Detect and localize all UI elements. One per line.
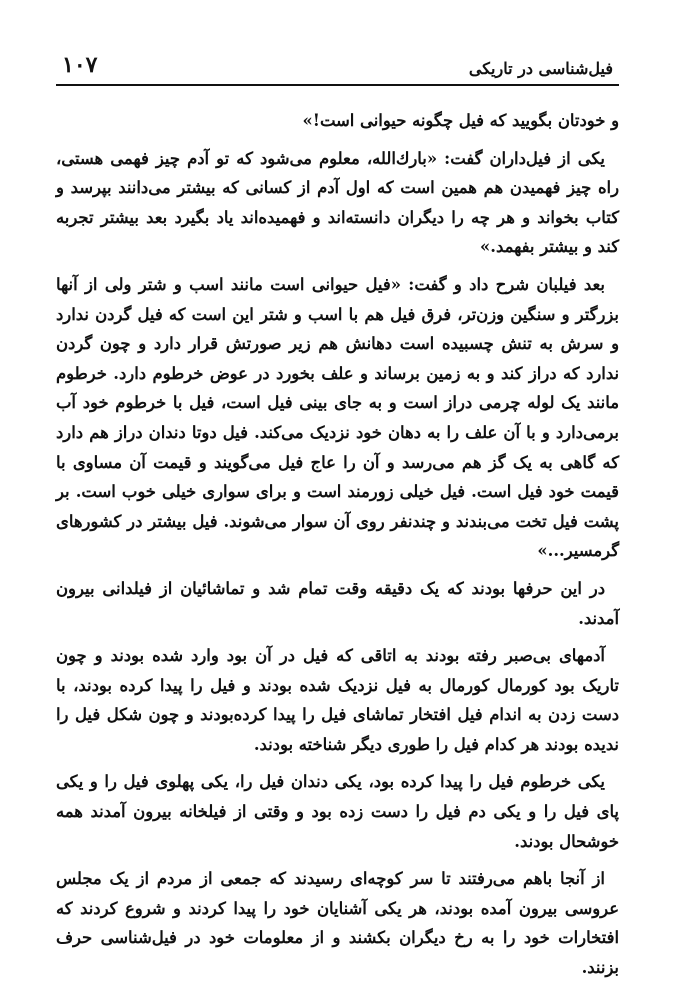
paragraph-5: آدمهای بی‌صبر رفته بودند به اتاقی که فیل در آن بود وارد شده بودند و چون تاریک بود کورمال کورمال به فیل نزدیک شده بودند و فیل را پیدا کرده بودند، با دست زدن به اندام فیل افتخار تماشای فیل را پیدا کرده‌بودند و چون شکل فیل را ندیده بودند هر کدام فیل را طوری دیگر شناخته بودند. <box>56 646 619 754</box>
page-number: ۱۰۷ <box>62 52 98 78</box>
paragraph-4: در این حرفها بودند که یک دقیقه وقت تمام شد و تماشائیان از فیلدانی بیرون آمدند. <box>56 578 619 628</box>
paragraph-1: و خودتان بگویید که فیل چگونه حیوانی است!» <box>302 111 619 130</box>
page-header <box>56 52 619 86</box>
paragraph-3: بعد فیلبان شرح داد و گفت: «فیل حیوانی است مانند اسب و شتر ولی از آنها بزرگتر و سنگین وزن‌تر، فرق فیل هم با اسب و شتر این است که فیل گردن ندارد و سرش به تنش چسبیده است دهانش هم زیر صورتش قرار دارد و چون گردن ندارد که دراز کند و به زمین برساند و علف بخورد در عوض خرطوم دارد. خرطوم مانند یک لوله چرمی دراز است و به جای بینی فیل است، فیل با خرطوم خود آب برمی‌دارد و با آن علف را به دهان خود نزدیک می‌کند. فیل دوتا دندان دراز هم دارد که گاهی به یک گز هم می‌رسد و آن را عاج فیل می‌گویند و قیمت آن مساوی با قیمت خود فیل است. فیل خیلی زورمند است و برای سواری خیلی خوب است. بر پشت فیل تخت می‌بندند و چندنفر روی آن سوار می‌شوند. فیل بیشتر در کشورهای گرمسیر...» <box>56 274 619 561</box>
running-title: فیل‌شناسی در تاریکی <box>468 59 613 78</box>
body-text <box>56 106 619 983</box>
paragraph-7: از آنجا باهم می‌رفتند تا سر کوچه‌ای رسیدند که جمعی از مردم از یک مجلس عروسی بیرون آمده بودند، هر یکی آشنایان خود را پیدا کردند و شروع کردند که افتخارات خود را به رخ دیگران بکشند و از معلومات خود در فیل‌شناسی حرف بزنند. <box>56 869 619 978</box>
paragraph-6: یکی خرطوم فیل را پیدا کرده بود، یکی دندان فیل را، یکی پهلوی فیل را و یکی پای فیل را و یکی دم فیل را دست زده بود و وقتی از فیلخانه بیرون آمدند همه خوشحال بودند. <box>56 772 619 851</box>
paragraph-2: یکی از فیل‌داران گفت: «بارك‌الله، معلوم می‌شود که تو آدم چیز فهمی هستی، راه چیز فهمیدن هم همین است که اول آدم از کسانی که بیشتر می‌دانند بپرسد و کتاب بخواند و هر چه را دیگران دانسته‌اند و فهمیده‌اند یاد بگیرد بعد بیشتر تجربه کند و بیشتر بفهمد.» <box>56 148 619 257</box>
